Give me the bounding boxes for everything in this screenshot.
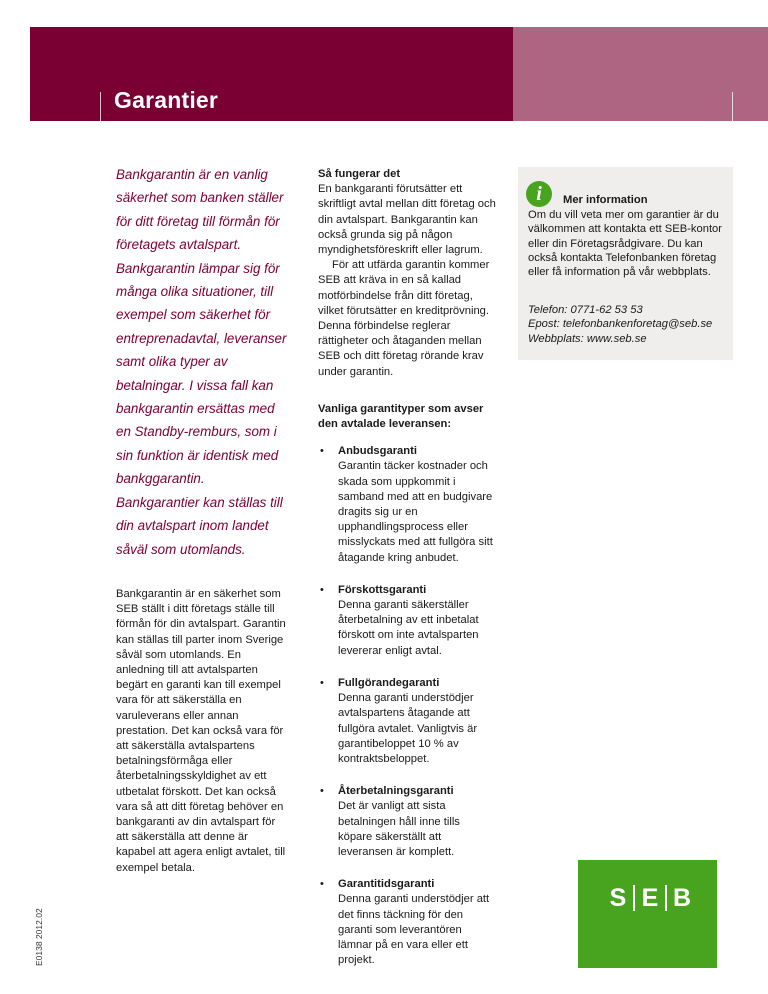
list-item-description: Denna garanti understödjer avtalspartens åtagande att fullgöra avtalet. Vanligtvis är garantibeloppet 10 % av kontraktsbeloppet. <box>338 692 478 765</box>
bullet: • <box>320 583 324 596</box>
logo-divider <box>633 885 635 911</box>
section-paragraph-2: För att utfärda garantin kommer SEB att kräva in en så kallad motförbindelse från ditt företag, vilket förutsätter en kreditprövning. Denna förbindelse reglerar rättigheter och åtaganden mellan SEB och ditt företag rörande krav under garantin. <box>318 259 490 378</box>
logo-letter: E <box>641 883 659 912</box>
body-text: Bankgarantin är en säkerhet som SEB ställt i ditt företags ställe till förmån för din avtalspart. Garantin kan ställas till parter inom Sverige såväl som utomlands. En anledning till att avtalsparten begärt en garanti kan till exempel vara för att säkerställa en varuleverans eller annan prestation. Det kan också vara för att säkerställa avtalspartens betalningsförmåga eller återbetalningsskyldighet av ett utbetalat förskott. Det kan också vara så att ditt företag behöver en bankgaranti av din avtalspart för att säkerställa att denne är kapabel att agera enligt avtalet, till exempel betala. <box>116 587 286 874</box>
info-title: Mer information <box>563 194 648 206</box>
list-item-title: Anbudsgaranti <box>338 445 417 458</box>
section-paragraph-1: En bankgaranti förutsätter ett skriftligt avtal mellan ditt företag och din avtalspart. Bankgarantin kan också grunda sig på någon myndighetsföreskrift eller lagrum. <box>318 183 496 257</box>
document-code: E0138 2012.02 <box>34 908 44 966</box>
logo-letter: B <box>672 883 692 912</box>
page-title: Garantier <box>114 87 219 113</box>
header-band-accent <box>513 27 768 121</box>
seb-logo <box>606 882 694 914</box>
header-band <box>30 27 513 121</box>
header-rule-left <box>100 92 101 121</box>
contact-details <box>528 303 733 346</box>
list-item-title: Förskottsgaranti <box>338 583 427 596</box>
guarantee-list <box>318 444 496 968</box>
info-icon: i <box>526 181 552 207</box>
seb-logo-box <box>578 860 717 968</box>
bullet: • <box>320 878 324 891</box>
list-item-title: Återbetalningsgaranti <box>338 785 454 798</box>
left-column <box>116 163 288 876</box>
logo-letter: S <box>609 883 627 912</box>
bullet: • <box>320 676 324 689</box>
list-heading: Vanliga garantityper som avser den avtalade leveransen: <box>318 402 484 431</box>
bullet: • <box>320 445 324 458</box>
contact-email[interactable]: Epost: telefonbankenforetag@seb.se <box>528 318 713 331</box>
list-item <box>318 877 496 968</box>
info-body: Om du vill veta mer om garantier är du välkommen att kontakta ett SEB-kontor eller din Företagsrådgivare. Du kan också kontakta Telefonbanken företag eller få information på vår webbplats. <box>528 209 723 279</box>
list-item <box>318 583 496 659</box>
section-heading: Så fungerar det <box>318 168 401 180</box>
contact-phone: Telefon: 0771-62 53 53 <box>528 304 643 316</box>
list-item-title: Fullgörandegaranti <box>338 676 440 689</box>
list-item <box>318 444 496 566</box>
list-item <box>318 676 496 767</box>
list-item <box>318 784 496 860</box>
list-item-description: Denna garanti säkerställer återbetalning av ett inbetalat förskott om inte avtalsparten levererar enligt avtal. <box>338 599 479 657</box>
logo-divider <box>665 885 667 911</box>
intro-text: Bankgarantin är en vanlig säkerhet som banken ställer för ditt företag till förmån för företagets avtalspart. Bankgarantin lämpar sig för många olika situationer, till exempel som säkerhet för entreprenadavtal, leveranser samt olika typer av betalningar. I vissa fall kan bankgarantin ersättas med en Standby-remburs, som i sin funktion är identisk med bankggarantin. Bankgarantier kan ställas till din avtalspart inom landet såväl som utomlands. <box>116 167 287 557</box>
middle-column <box>318 167 496 985</box>
bullet: • <box>320 785 324 798</box>
list-item-title: Garantitidsgaranti <box>338 878 435 891</box>
list-item-description: Det är vanligt att sista betalningen håll inne tills köpare säkerställt att leveransen är komplett. <box>338 800 460 858</box>
contact-website[interactable]: Webbplats: www.seb.se <box>528 332 647 345</box>
header-rule-right <box>732 92 733 121</box>
list-item-description: Garantin täcker kostnader och skada som uppkommit i samband med att en budgivare dragits sig ur en upphandlingsprocess eller misslyckats med att fullgöra sitt åtagande kring anbudet. <box>338 460 493 564</box>
list-item-description: Denna garanti understödjer att det finns täckning för den garanti som leverantören lämnar på en vara eller ett projekt. <box>338 893 490 967</box>
